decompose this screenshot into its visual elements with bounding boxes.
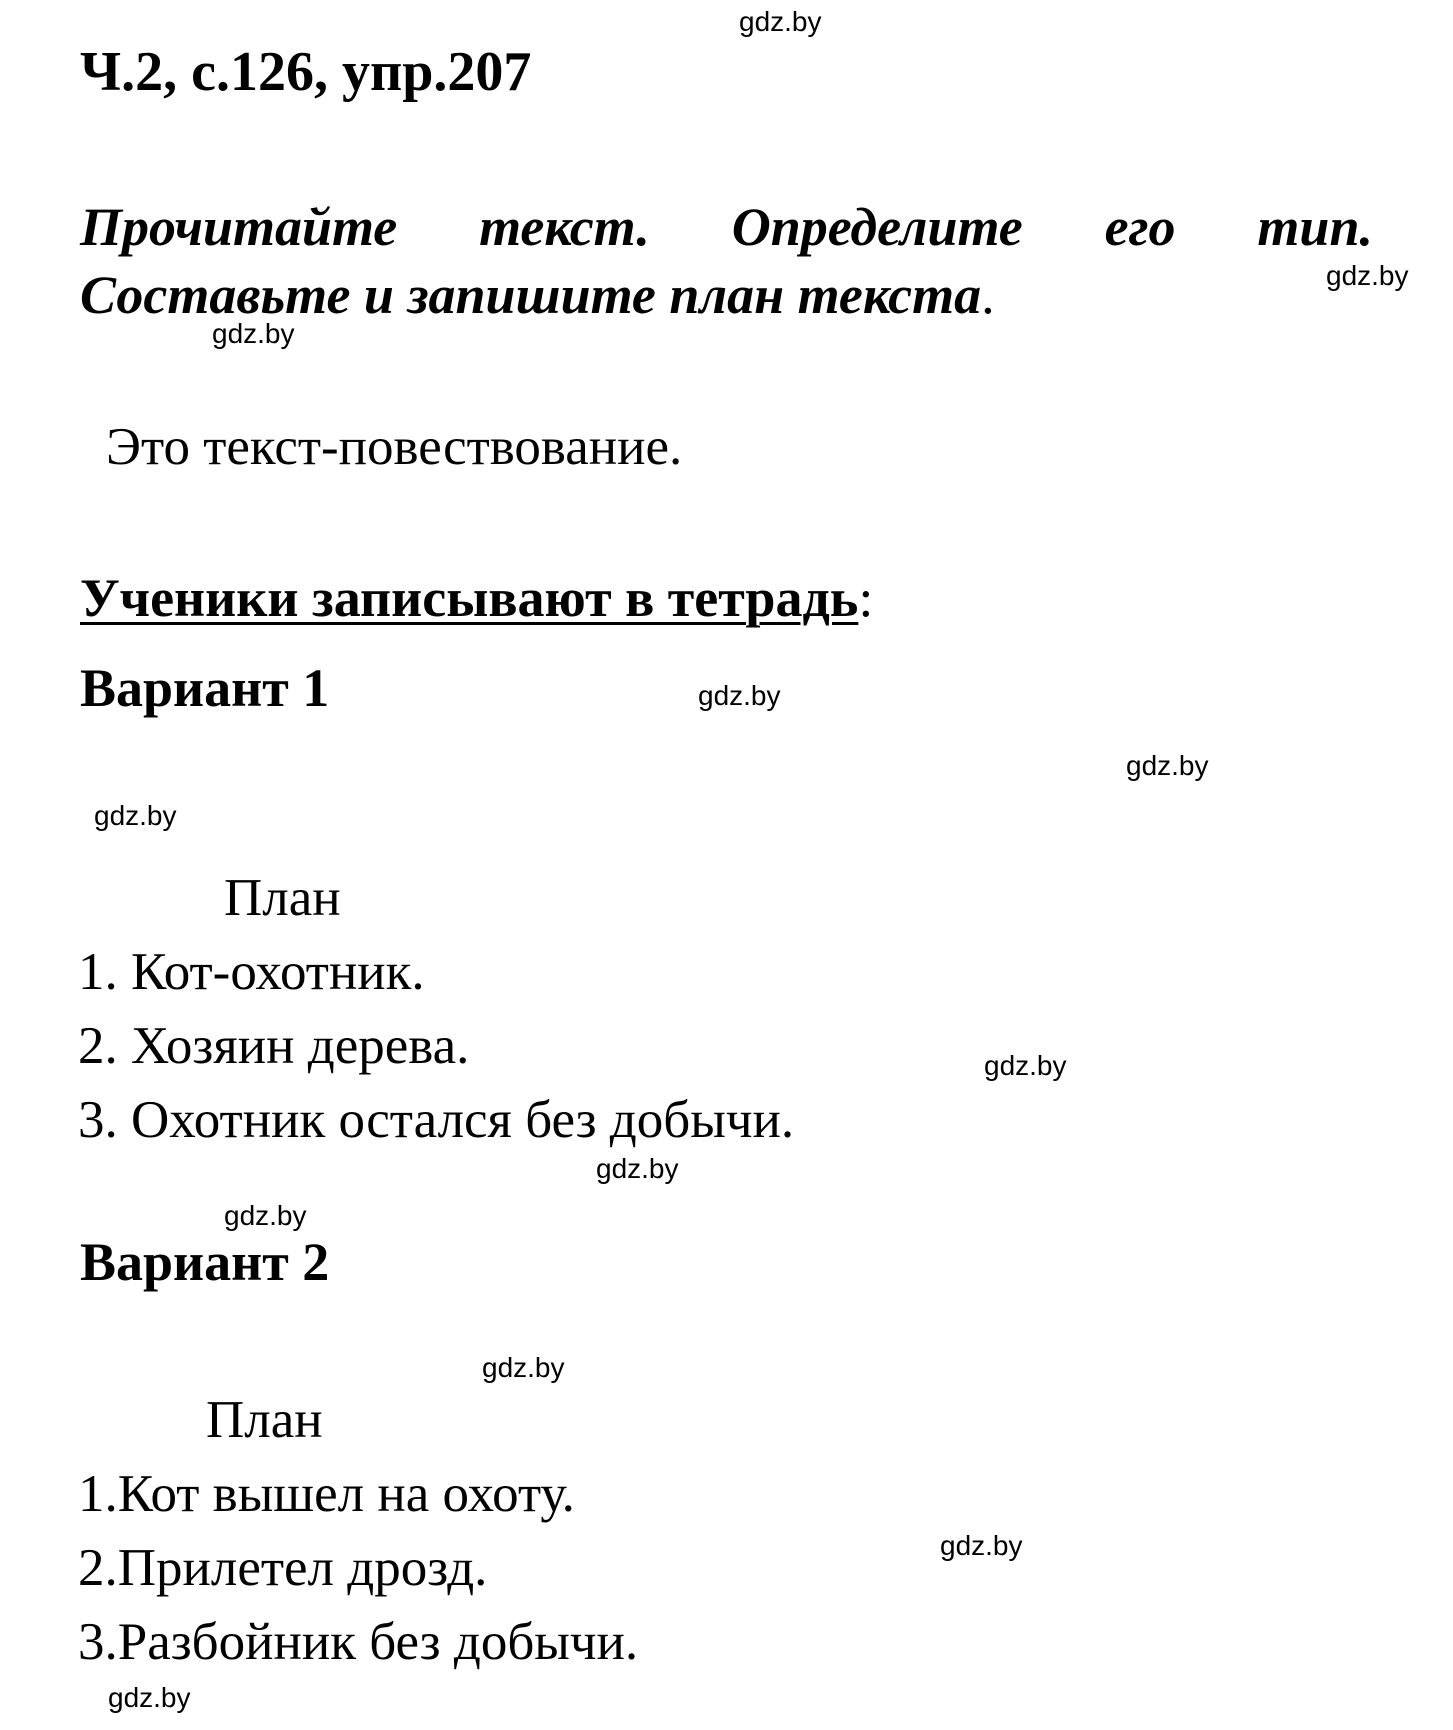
watermark: gdz.by <box>212 318 295 349</box>
watermark: gdz.by <box>108 1682 191 1713</box>
plan-item: 1.Кот вышел на охоту. <box>78 1465 575 1523</box>
task-word: Прочитайте <box>80 197 398 257</box>
task-instruction-line-2 <box>80 265 1373 325</box>
watermark: gdz.by <box>1326 260 1409 291</box>
notebook-label: Ученики записывают в тетрадь <box>80 568 859 628</box>
page-title: Ч.2, с.126, упр.207 <box>80 41 532 103</box>
watermark: gdz.by <box>940 1530 1023 1561</box>
watermark: gdz.by <box>482 1352 565 1383</box>
variant-1-plan-title: План <box>224 869 341 927</box>
plan-item: 3. Охотник остался без добычи. <box>78 1091 795 1149</box>
variant-1-title: Вариант 1 <box>80 658 330 718</box>
task-word: текст. <box>479 197 650 257</box>
task-text: Составьте и запишите план текста <box>80 265 982 325</box>
watermark: gdz.by <box>224 1200 307 1231</box>
notebook-heading <box>80 568 874 628</box>
task-word: Определите <box>731 197 1023 257</box>
watermark: gdz.by <box>739 6 822 37</box>
answer-text: Это текст-повествование. <box>106 418 683 476</box>
plan-item: 1. Кот-охотник. <box>78 943 425 1001</box>
plan-item: 2. Хозяин дерева. <box>78 1017 470 1075</box>
task-period: . <box>981 265 995 325</box>
watermark: gdz.by <box>1126 750 1209 781</box>
watermark: gdz.by <box>698 680 781 711</box>
watermark: gdz.by <box>984 1050 1067 1081</box>
task-word: его <box>1104 197 1176 257</box>
watermark: gdz.by <box>94 800 177 831</box>
plan-item: 2.Прилетел дрозд. <box>78 1539 488 1597</box>
notebook-colon: : <box>858 568 874 628</box>
variant-2-plan-title: План <box>206 1391 323 1449</box>
plan-item: 3.Разбойник без добычи. <box>78 1613 639 1671</box>
task-word: тип. <box>1257 197 1373 257</box>
variant-2-title: Вариант 2 <box>80 1232 330 1292</box>
watermark: gdz.by <box>596 1153 679 1184</box>
task-instruction-line-1 <box>80 197 1373 257</box>
